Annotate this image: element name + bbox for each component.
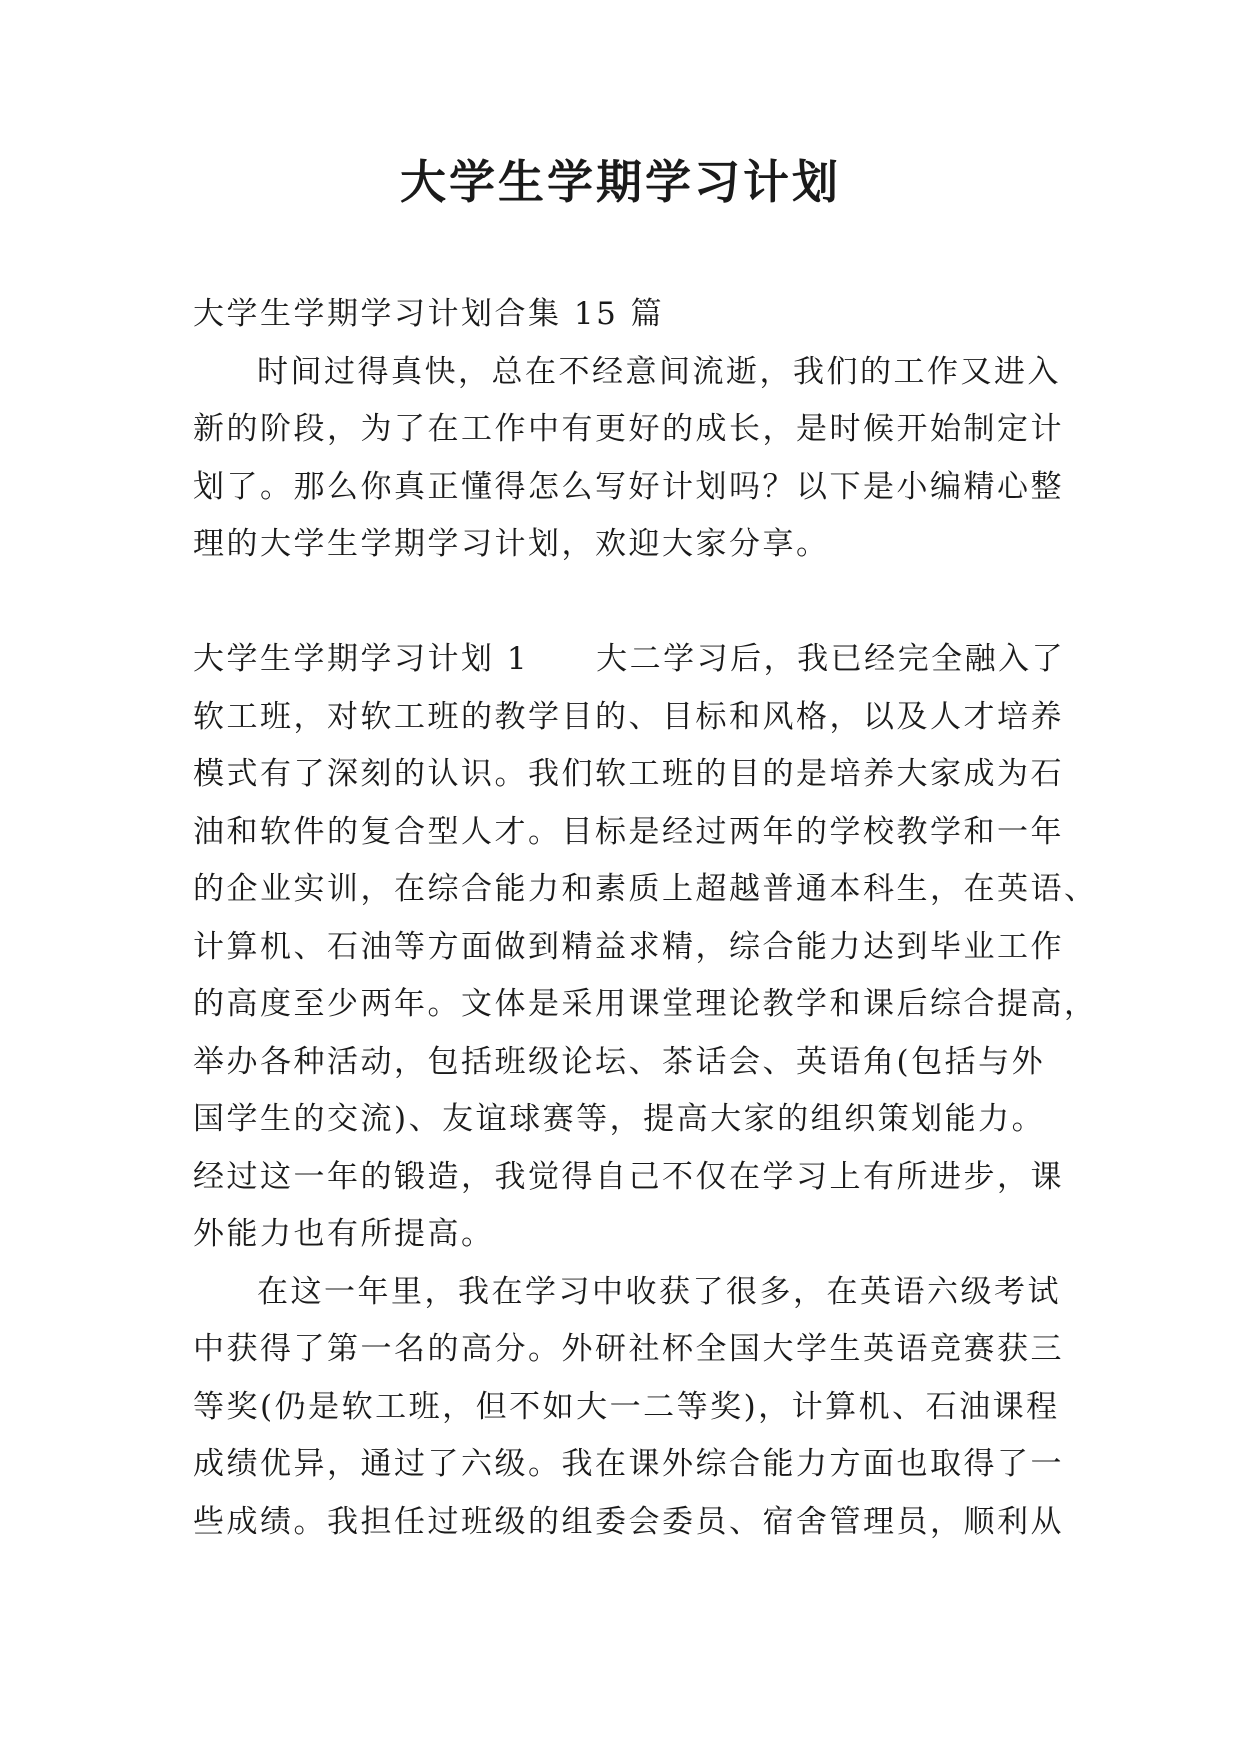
document-body — [193, 286, 1098, 1551]
intro-paragraph — [193, 344, 1064, 574]
paragraph-line: 模式有了深刻的认识。我们软工班的目的是培养大家成为石 — [193, 756, 1064, 792]
paragraph-line: 在这一年里，我在学习中收获了很多，在英语六级考试 — [257, 1273, 1061, 1310]
document-title: 大学生学期学习计划 — [400, 155, 841, 209]
paragraph-line: 经过这一年的锻造，我觉得自己不仅在学习上有所进步，课 — [193, 1158, 1064, 1195]
paragraph-line: 外能力也有所提高。 — [193, 1216, 495, 1252]
section-2-paragraph — [193, 1264, 1064, 1552]
paragraph-line: 理的大学生学期学习计划，欢迎大家分享。 — [193, 526, 830, 562]
paragraph-line: 举办各种活动，包括班级论坛、茶话会、英语角(包括与外 — [193, 1043, 1046, 1080]
paragraph-line: 中获得了第一名的高分。外研社杯全国大学生英语竞赛获三 — [193, 1331, 1064, 1367]
paragraph-line: 等奖(仍是软工班，但不如大一二等奖)，计算机、石油课程 — [193, 1388, 1060, 1425]
paragraph-line: 成绩优异，通过了六级。我在课外综合能力方面也取得了一 — [193, 1446, 1064, 1482]
section-1-paragraph — [193, 631, 1098, 1264]
paragraph-line: 计算机、石油等方面做到精益求精，综合能力达到毕业工作 — [193, 928, 1064, 965]
paragraph-line: 新的阶段，为了在工作中有更好的成长，是时候开始制定计 — [193, 411, 1064, 447]
paragraph-line: 大学生学期学习计划 1 大二学习后，我已经完全融入了 — [193, 641, 1066, 677]
paragraph-line: 的企业实训，在综合能力和素质上超越普通本科生，在英语、 — [193, 871, 1098, 907]
paragraph-line: 软工班，对软工班的教学目的、目标和风格，以及人才培养 — [193, 698, 1064, 735]
paragraph-line: 时间过得真快，总在不经意间流逝，我们的工作又进入 — [257, 353, 1061, 390]
document-subtitle: 大学生学期学习计划合集 15 篇 — [193, 296, 665, 332]
paragraph-line: 些成绩。我担任过班级的组委会委员、宿舍管理员，顺利从 — [193, 1503, 1064, 1540]
paragraph-line: 划了。那么你真正懂得怎么写好计划吗？以下是小编精心整 — [193, 468, 1064, 505]
paragraph-line: 油和软件的复合型人才。目标是经过两年的学校教学和一年 — [193, 813, 1064, 850]
paragraph-line: 的高度至少两年。文体是采用课堂理论教学和课后综合提高， — [193, 986, 1098, 1022]
paragraph-line: 国学生的交流)、友谊球赛等，提高大家的组织策划能力。 — [193, 1101, 1046, 1137]
blank-line — [193, 574, 1053, 632]
